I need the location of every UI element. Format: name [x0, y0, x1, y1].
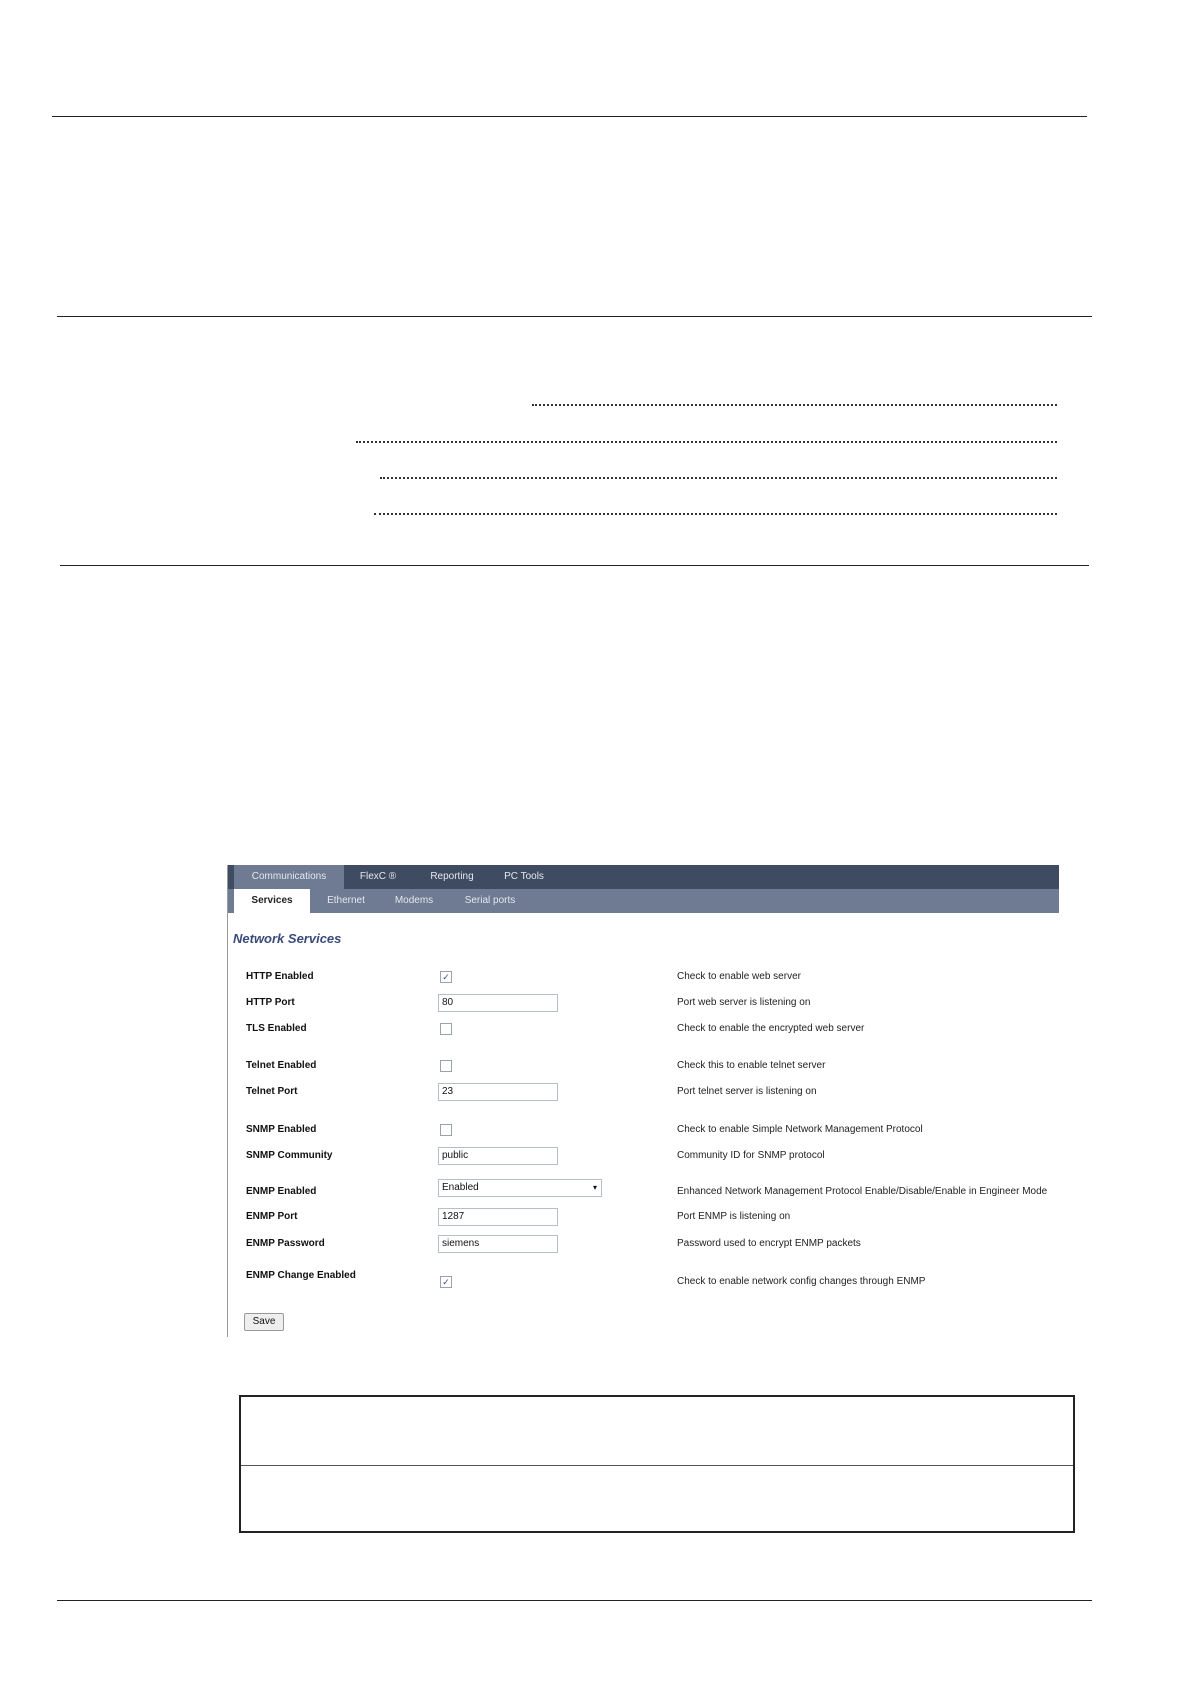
toc-leader-1 — [532, 404, 1057, 406]
enmp-change-enabled-checkbox[interactable]: ✓ — [440, 1276, 452, 1288]
footer-rule — [57, 1600, 1092, 1601]
http-enabled-desc: Check to enable web server — [677, 971, 801, 982]
tab-reporting[interactable]: Reporting — [430, 871, 474, 882]
http-port-label: HTTP Port — [246, 997, 295, 1008]
tab-ethernet[interactable]: Ethernet — [327, 895, 365, 906]
enmp-enabled-value: Enabled — [442, 1182, 479, 1193]
toc-leader-2 — [356, 441, 1057, 443]
toc-leader-4 — [374, 513, 1057, 515]
enmp-port-label: ENMP Port — [246, 1211, 298, 1222]
top-rule — [52, 116, 1087, 117]
telnet-port-desc: Port telnet server is listening on — [677, 1086, 817, 1097]
http-enabled-checkbox[interactable]: ✓ — [440, 971, 452, 983]
enmp-password-input[interactable]: siemens — [438, 1235, 558, 1253]
enmp-password-label: ENMP Password — [246, 1238, 325, 1249]
note-box — [239, 1395, 1075, 1533]
telnet-enabled-desc: Check this to enable telnet server — [677, 1060, 826, 1071]
tls-enabled-desc: Check to enable the encrypted web server — [677, 1023, 865, 1034]
network-services-title: Network Services — [233, 931, 342, 946]
telnet-port-input[interactable]: 23 — [438, 1083, 558, 1101]
tab-modems[interactable]: Modems — [394, 895, 434, 906]
tls-enabled-checkbox[interactable] — [440, 1023, 452, 1035]
enmp-port-desc: Port ENMP is listening on — [677, 1211, 791, 1222]
sub-tab-bar — [228, 889, 1059, 913]
toc-leader-3 — [380, 477, 1057, 479]
top-tab-bar — [228, 865, 1059, 889]
snmp-community-input[interactable]: public — [438, 1147, 558, 1165]
snmp-community-label: SNMP Community — [246, 1150, 333, 1161]
tls-enabled-label: TLS Enabled — [246, 1023, 307, 1034]
enmp-enabled-label: ENMP Enabled — [246, 1186, 317, 1197]
snmp-enabled-desc: Check to enable Simple Network Management Protocol — [677, 1124, 923, 1135]
telnet-port-label: Telnet Port — [246, 1086, 298, 1097]
network-services-screenshot — [227, 865, 1059, 1337]
save-button[interactable]: Save — [244, 1313, 284, 1331]
enmp-password-desc: Password used to encrypt ENMP packets — [677, 1238, 861, 1249]
tab-flexc[interactable]: FlexC ® — [359, 871, 397, 882]
tab-services[interactable]: Services — [234, 889, 310, 913]
section-rule-1 — [57, 316, 1092, 317]
note-box-divider — [241, 1465, 1073, 1466]
snmp-enabled-checkbox[interactable] — [440, 1124, 452, 1136]
enmp-change-enabled-label: ENMP Change Enabled — [246, 1270, 356, 1281]
enmp-enabled-select[interactable] — [438, 1179, 602, 1197]
enmp-enabled-desc: Enhanced Network Management Protocol Enable/Disable/Enable in Engineer Mode — [677, 1186, 1048, 1197]
chevron-down-icon: ▾ — [592, 1183, 597, 1192]
http-enabled-label: HTTP Enabled — [246, 971, 314, 982]
tab-serial-ports[interactable]: Serial ports — [464, 895, 516, 906]
enmp-port-input[interactable]: 1287 — [438, 1208, 558, 1226]
telnet-enabled-checkbox[interactable] — [440, 1060, 452, 1072]
section-rule-2 — [60, 565, 1089, 566]
telnet-enabled-label: Telnet Enabled — [246, 1060, 317, 1071]
http-port-desc: Port web server is listening on — [677, 997, 811, 1008]
enmp-change-enabled-desc: Check to enable network config changes through ENMP — [677, 1276, 926, 1287]
snmp-community-desc: Community ID for SNMP protocol — [677, 1150, 825, 1161]
screenshot-left-border — [227, 865, 228, 1337]
tab-pc-tools[interactable]: PC Tools — [504, 871, 544, 882]
http-port-input[interactable]: 80 — [438, 994, 558, 1012]
snmp-enabled-label: SNMP Enabled — [246, 1124, 317, 1135]
tab-communications[interactable]: Communications — [234, 865, 344, 889]
